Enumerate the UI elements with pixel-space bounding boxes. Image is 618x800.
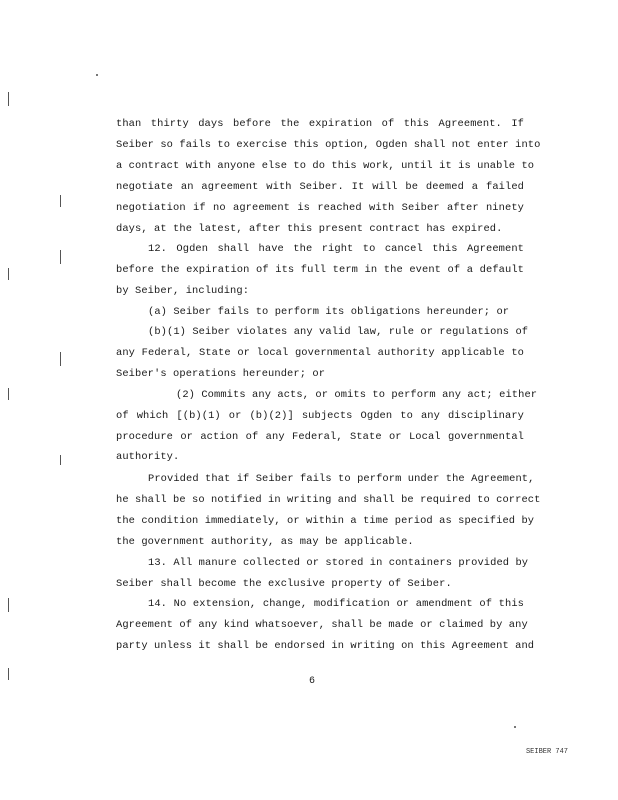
margin-mark <box>8 92 9 106</box>
clause-b1-line: (b)(1) Seiber violates any valid law, rule or regulations of <box>148 326 529 338</box>
body-line: he shall be so notified in writing and shall be required to correct <box>116 494 541 506</box>
margin-mark <box>60 352 61 366</box>
body-line: than thirty days before the expiration of this Agreement. If <box>116 118 524 130</box>
body-line: Seiber's operations hereunder; or <box>116 368 326 380</box>
body-line: Agreement of any kind whatsoever, shall be made or claimed by any <box>116 619 528 631</box>
margin-mark <box>8 598 9 612</box>
body-line: the condition immediately, or within a time period as specified by <box>116 515 535 527</box>
body-line: the government authority, as may be applicable. <box>116 536 414 548</box>
margin-mark <box>8 268 9 280</box>
proviso-line: Provided that if Seiber fails to perform under the Agreement, <box>148 473 535 485</box>
body-line: Seiber so fails to exercise this option, Ogden shall not enter into <box>116 139 541 151</box>
body-line: a contract with anyone else to do this work, until it is unable to <box>116 160 535 172</box>
body-line: party unless it shall be endorsed in writing on this Agreement and <box>116 640 535 652</box>
margin-mark <box>8 668 9 680</box>
paragraph-12-line: 12. Ogden shall have the right to cancel this Agreement <box>148 243 524 255</box>
page-number: 6 <box>308 676 315 687</box>
margin-mark <box>60 195 61 207</box>
body-line: negotiation if no agreement is reached with Seiber after ninety <box>116 202 524 214</box>
body-line: by Seiber, including: <box>116 285 250 297</box>
margin-mark <box>60 250 61 264</box>
margin-mark <box>60 455 61 465</box>
scan-speck <box>96 74 98 76</box>
bates-number: SEIBER 747 <box>525 748 568 756</box>
clause-b2-line: (2) Commits any acts, or omits to perform any act; either <box>176 389 538 401</box>
body-line: before the expiration of its full term in the event of a default <box>116 264 524 276</box>
paragraph-14-line: 14. No extension, change, modification or amendment of this <box>148 598 524 610</box>
body-line: Seiber shall become the exclusive property of Seiber. <box>116 578 452 590</box>
margin-mark <box>8 388 9 400</box>
body-line: authority. <box>116 451 180 463</box>
body-line: procedure or action of any Federal, State or Local governmental <box>116 431 524 443</box>
body-line: any Federal, State or local governmental authority applicable to <box>116 347 524 359</box>
body-line: negotiate an agreement with Seiber. It will be deemed a failed <box>116 181 524 193</box>
clause-a-line: (a) Seiber fails to perform its obligations hereunder; or <box>148 306 510 318</box>
body-line: of which [(b)(1) or (b)(2)] subjects Ogden to any disciplinary <box>116 410 524 422</box>
paragraph-13-line: 13. All manure collected or stored in containers provided by <box>148 557 529 569</box>
body-line: days, at the latest, after this present contract has expired. <box>116 223 503 235</box>
scan-speck <box>514 726 516 728</box>
